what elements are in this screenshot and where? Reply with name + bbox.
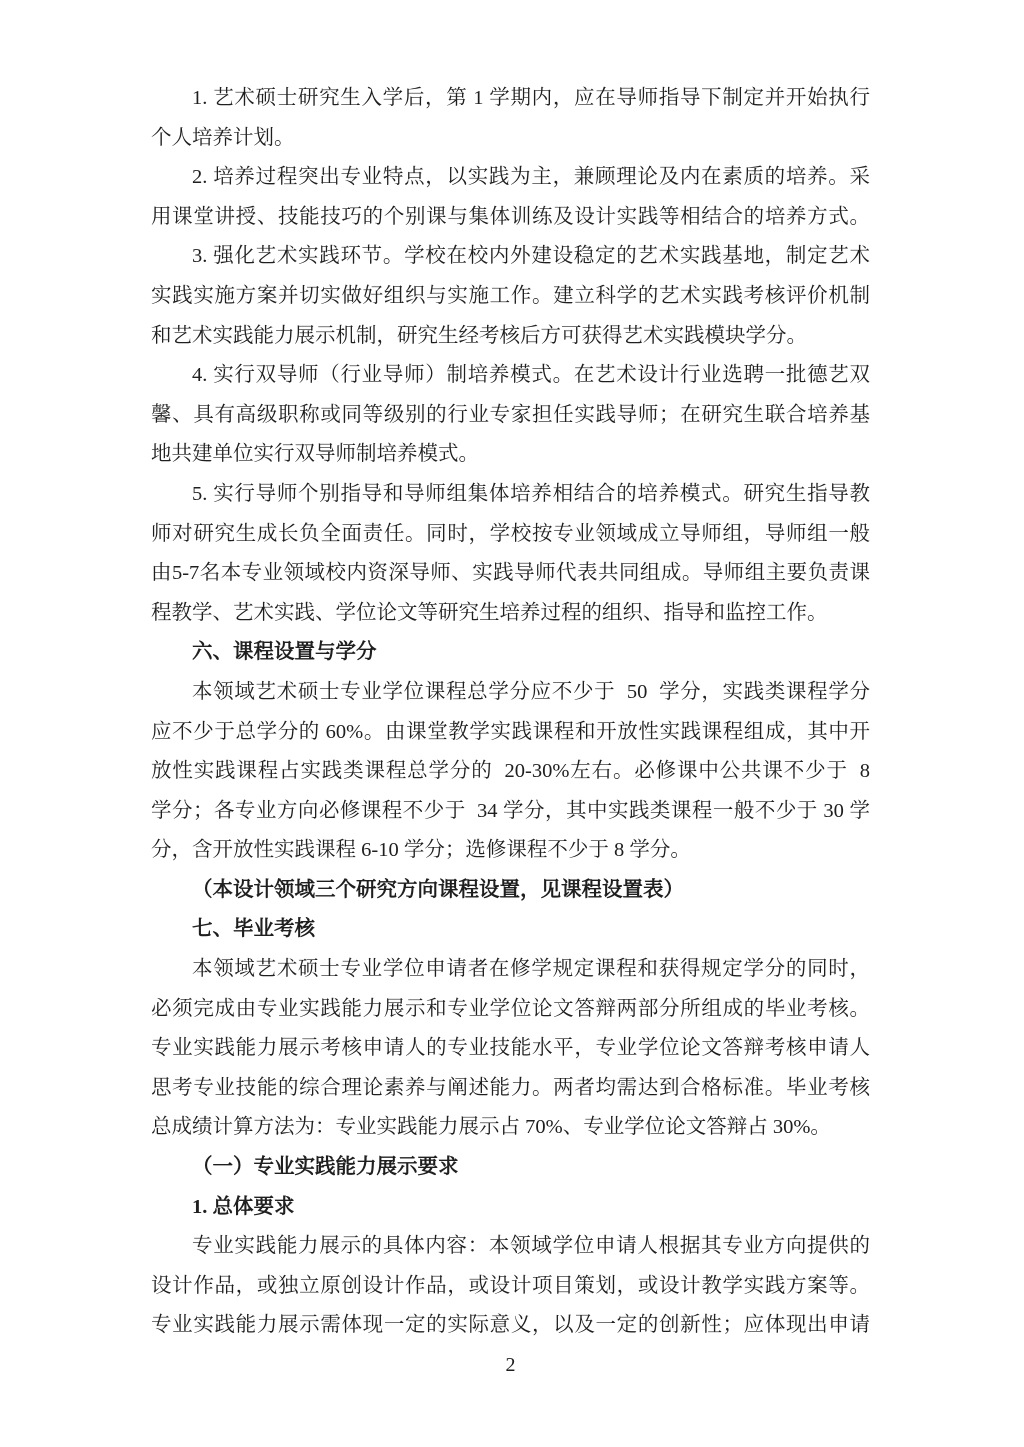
paragraph-7-line-4: 思考专业技能的综合理论素养与阐述能力。两者均需达到合格标准。毕业考核 bbox=[151, 1076, 870, 1099]
page-number: 2 bbox=[505, 1354, 516, 1376]
paragraph-5-line-1: 5. 实行导师个别指导和导师组集体培养相结合的培养模式。研究生指导教 bbox=[192, 482, 870, 505]
heading-section-7-graduation-assessment: 七、毕业考核 bbox=[192, 918, 315, 941]
paragraph-7-line-3: 专业实践能力展示考核申请人的专业技能水平，专业学位论文答辩考核申请人 bbox=[151, 1037, 870, 1060]
paragraph-6-line-5: 分，含开放性实践课程 6-10 学分；选修课程不少于 8 学分。 bbox=[151, 839, 691, 862]
paragraph-4-line-3: 地共建单位实行双导师制培养模式。 bbox=[151, 443, 479, 466]
paragraph-8-line-2: 设计作品，或独立原创设计作品，或设计项目策划，或设计教学实践方案等。 bbox=[151, 1274, 870, 1297]
paragraph-6-line-4: 学分；各专业方向必修课程不少于 34 学分，其中实践类课程一般不少于 30 学 bbox=[151, 799, 870, 822]
paragraph-3-line-3: 和艺术实践能力展示机制，研究生经考核后方可获得艺术实践模块学分。 bbox=[151, 324, 807, 347]
paragraph-7-line-5: 总成绩计算方法为：专业实践能力展示占 70%、专业学位论文答辩占 30%。 bbox=[151, 1116, 831, 1139]
paragraph-2-line-1: 2. 培养过程突出专业特点，以实践为主，兼顾理论及内在素质的培养。采 bbox=[192, 166, 870, 189]
paragraph-6-line-3: 放性实践课程占实践类课程总学分的 20-30%左右。必修课中公共课不少于 8 bbox=[151, 760, 870, 783]
paragraph-2-line-2: 用课堂讲授、技能技巧的个别课与集体训练及设计实践等相结合的培养方式。 bbox=[151, 205, 870, 228]
paragraph-4-line-2: 馨、具有高级职称或同等级别的行业专家担任实践导师；在研究生联合培养基 bbox=[151, 403, 870, 426]
heading-practice-display-requirements: （一）专业实践能力展示要求 bbox=[192, 1156, 459, 1179]
paragraph-7-line-1: 本领域艺术硕士专业学位申请者在修学规定课程和获得规定学分的同时， bbox=[192, 958, 870, 981]
paragraph-8-line-3: 专业实践能力展示需体现一定的实际意义，以及一定的创新性；应体现出申请 bbox=[151, 1314, 870, 1337]
document-body bbox=[151, 79, 870, 1386]
paragraph-3-line-2: 实践实施方案并切实做好组织与实施工作。建立科学的艺术实践考核评价机制 bbox=[151, 284, 870, 307]
paragraph-1-line-2: 个人培养计划。 bbox=[151, 126, 295, 149]
paragraph-1-line-1: 1. 艺术硕士研究生入学后，第 1 学期内，应在导师指导下制定并开始执行 bbox=[192, 87, 870, 109]
paragraph-5-line-2: 师对研究生成长负全面责任。同时，学校按专业领域成立导师组，导师组一般 bbox=[151, 522, 870, 545]
paragraph-5-line-4: 程教学、艺术实践、学位论文等研究生培养过程的组织、指导和监控工作。 bbox=[151, 601, 828, 624]
paragraph-8-line-1: 专业实践能力展示的具体内容：本领域学位申请人根据其专业方向提供的 bbox=[192, 1235, 870, 1258]
heading-overall-requirements: 1. 总体要求 bbox=[192, 1195, 295, 1218]
note-course-table: （本设计领域三个研究方向课程设置，见课程设置表） bbox=[192, 878, 684, 901]
paragraph-7-line-2: 必须完成由专业实践能力展示和专业学位论文答辩两部分所组成的毕业考核。 bbox=[151, 997, 870, 1020]
paragraph-4-line-1: 4. 实行双导师（行业导师）制培养模式。在艺术设计行业选聘一批德艺双 bbox=[192, 364, 870, 387]
paragraph-5-line-3: 由5-7名本专业领域校内资深导师、实践导师代表共同组成。导师组主要负责课 bbox=[151, 562, 870, 585]
heading-section-6-courses-credits: 六、课程设置与学分 bbox=[192, 641, 377, 664]
paragraph-6-line-2: 应不少于总学分的 60%。由课堂教学实践课程和开放性实践课程组成，其中开 bbox=[151, 720, 870, 743]
paragraph-3-line-1: 3. 强化艺术实践环节。学校在校内外建设稳定的艺术实践基地，制定艺术 bbox=[192, 245, 870, 268]
paragraph-6-line-1: 本领域艺术硕士专业学位课程总学分应不少于 50 学分，实践类课程学分 bbox=[192, 680, 870, 703]
